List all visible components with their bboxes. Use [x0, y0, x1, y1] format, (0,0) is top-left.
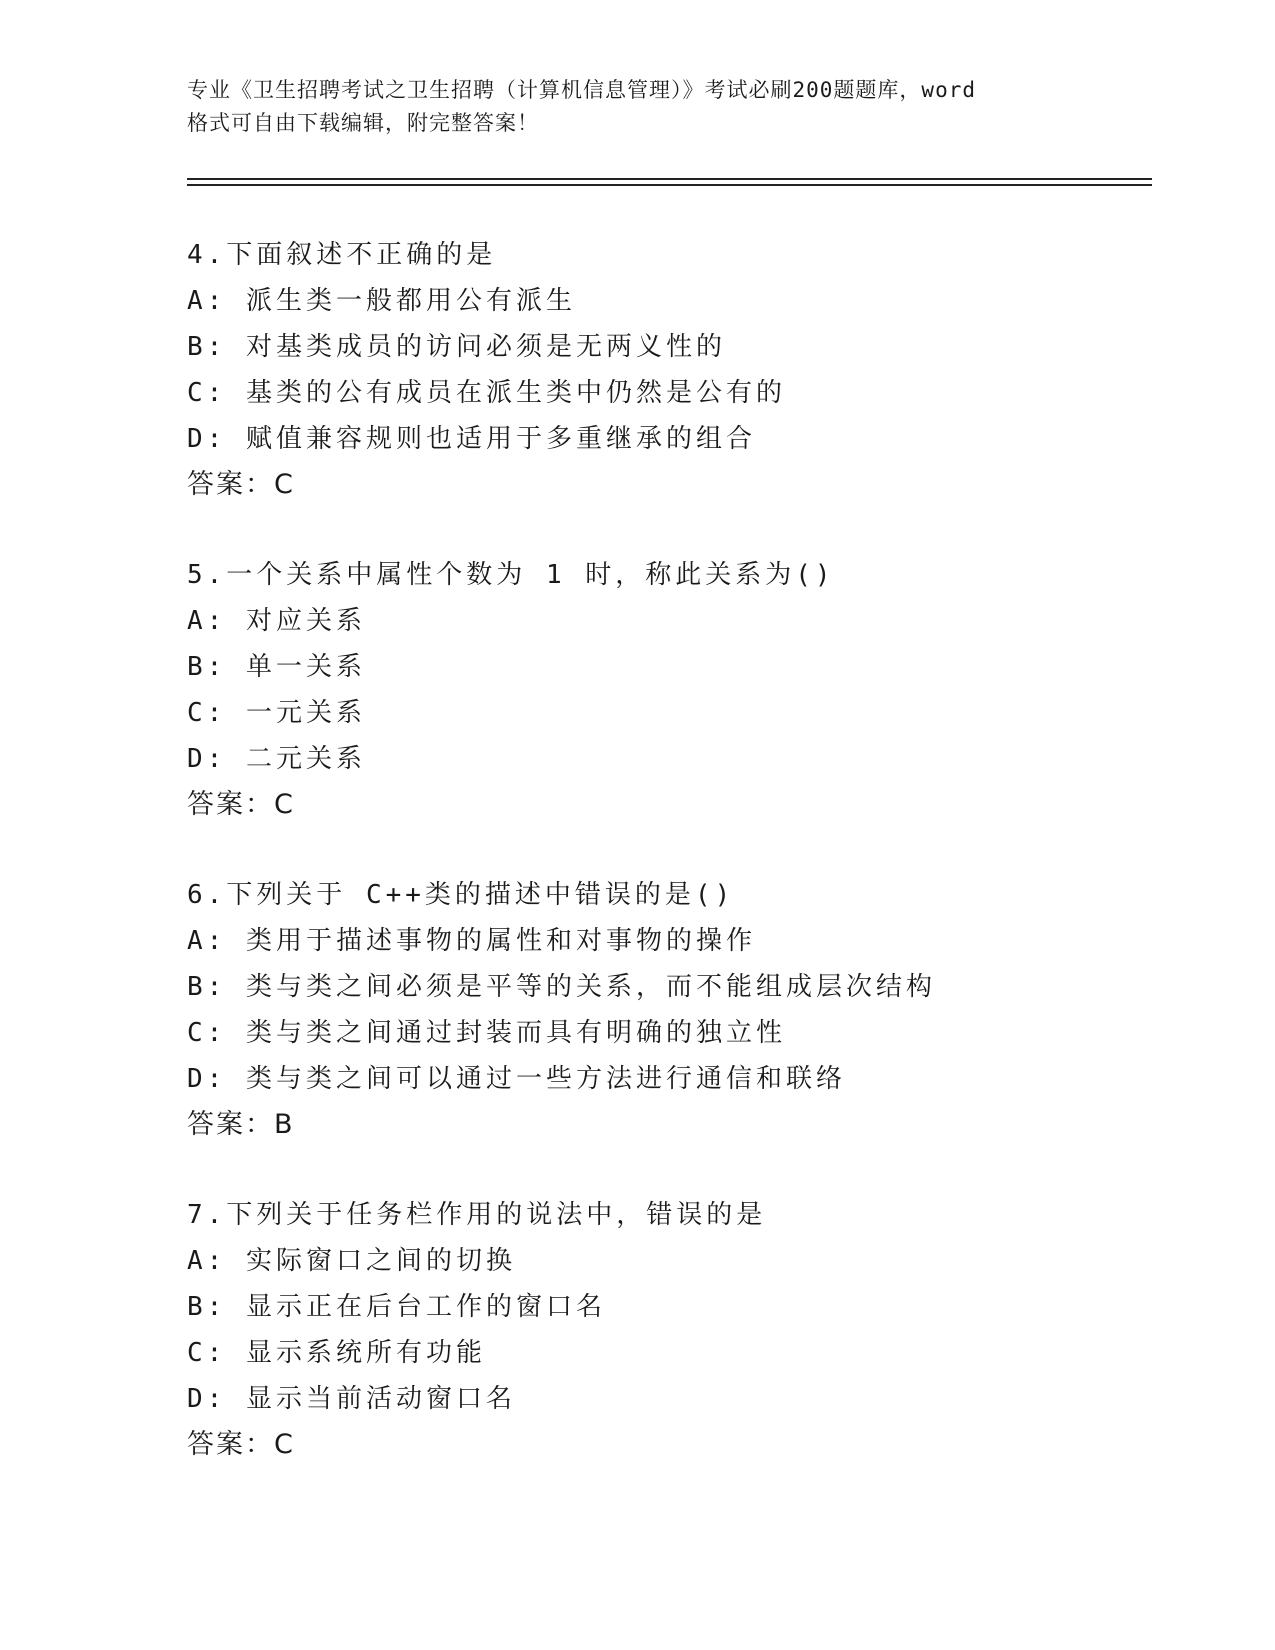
option-d: D: 赋值兼容规则也适用于多重继承的组合 — [187, 424, 756, 454]
option-b: B: 对基类成员的访问必须是无两义性的 — [187, 332, 726, 362]
option-a: A: 类用于描述事物的属性和对事物的操作 — [187, 926, 756, 956]
option-c: C: 基类的公有成员在派生类中仍然是公有的 — [187, 378, 786, 408]
question-stem: 5.一个关系中属性个数为 1 时，称此关系为() — [187, 560, 835, 590]
document-header — [187, 74, 1107, 140]
question-answer: 答案：C — [187, 789, 295, 820]
question-answer: 答案：C — [187, 1429, 295, 1460]
option-b: B: 显示正在后台工作的窗口名 — [187, 1292, 606, 1322]
question-block — [187, 232, 1147, 508]
question-stem: 4.下面叙述不正确的是 — [187, 240, 497, 270]
option-b: B: 类与类之间必须是平等的关系，而不能组成层次结构 — [187, 972, 936, 1002]
option-a: A: 派生类一般都用公有派生 — [187, 286, 576, 316]
option-d: D: 二元关系 — [187, 744, 366, 774]
question-answer: 答案：C — [187, 469, 295, 500]
option-c: C: 类与类之间通过封装而具有明确的独立性 — [187, 1018, 786, 1048]
question-stem: 6.下列关于 C++类的描述中错误的是() — [187, 880, 735, 910]
option-c: C: 一元关系 — [187, 698, 366, 728]
option-a: A: 对应关系 — [187, 606, 366, 636]
header-title-line-1: 专业《卫生招聘考试之卫生招聘（计算机信息管理）》考试必刷200题题库，word — [187, 78, 976, 102]
question-block — [187, 552, 1147, 828]
question-block — [187, 872, 1147, 1148]
header-divider-top — [187, 178, 1152, 180]
option-b: B: 单一关系 — [187, 652, 366, 682]
option-d: D: 类与类之间可以通过一些方法进行通信和联络 — [187, 1064, 846, 1094]
question-block — [187, 1192, 1147, 1468]
question-stem: 7.下列关于任务栏作用的说法中，错误的是 — [187, 1200, 767, 1230]
option-d: D: 显示当前活动窗口名 — [187, 1384, 516, 1414]
header-title-line-2: 格式可自由下载编辑，附完整答案！ — [187, 111, 539, 135]
header-divider-bottom — [187, 184, 1152, 186]
option-a: A: 实际窗口之间的切换 — [187, 1246, 516, 1276]
option-c: C: 显示系统所有功能 — [187, 1338, 486, 1368]
question-answer: 答案：B — [187, 1109, 295, 1140]
